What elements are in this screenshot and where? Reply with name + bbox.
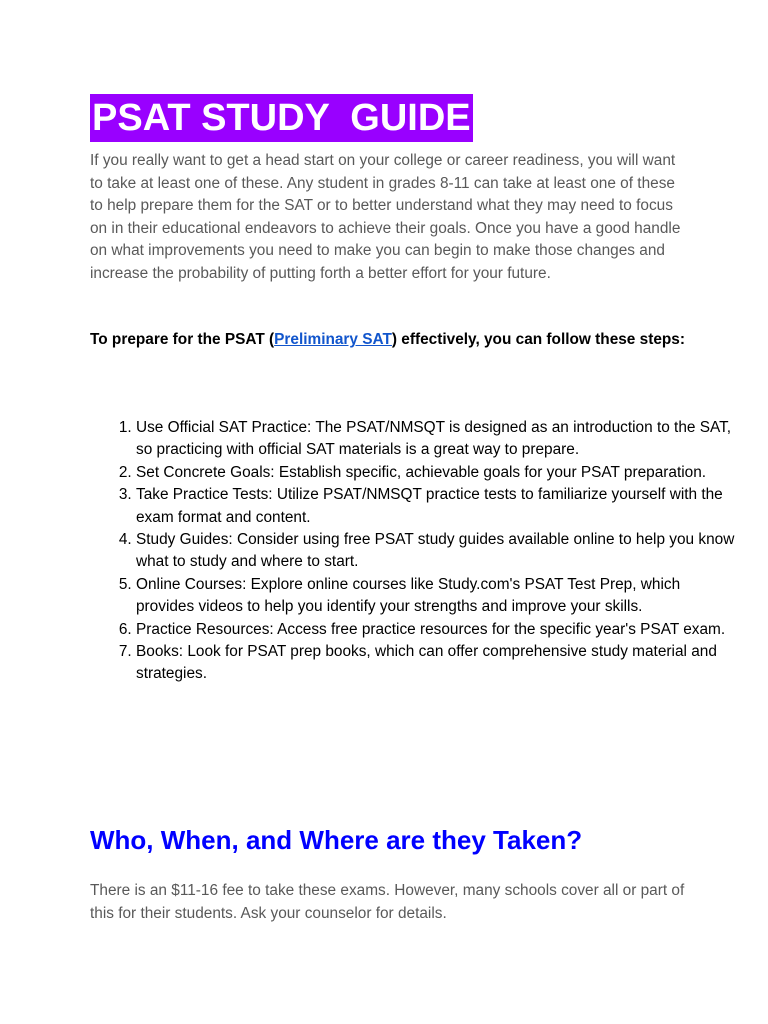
lead-text-before: To prepare for the PSAT ( bbox=[90, 331, 275, 348]
list-item: 7. Books: Look for PSAT prep books, which can offer comprehensive study material and strategies. bbox=[136, 641, 736, 686]
title-block bbox=[90, 94, 473, 142]
list-item: 1. Use Official SAT Practice: The PSAT/NMSQT is designed as an introduction to the SAT, so practicing with official SAT materials is a great way to prepare. bbox=[136, 417, 736, 462]
steps-list bbox=[90, 417, 736, 686]
list-item: 6. Practice Resources: Access free practice resources for the specific year's PSAT exam. bbox=[136, 619, 736, 641]
intro-paragraph: If you really want to get a head start on your college or career readiness, you will want to take at least one of these. Any student in grades 8-11 can take at least one of these to help prepare them for the SAT or to better understand what they may need to focus on in their educational endeavors to achieve their goals. Once you have a good handle on what improvements you need to make you can begin to make those changes and increase the probability of putting forth a better effort for your future. bbox=[90, 152, 681, 282]
fee-paragraph: There is an $11-16 fee to take these exams. However, many schools cover all or part of this for their students. Ask your counselor for details. bbox=[90, 882, 685, 922]
page-title: PSAT STUDY GUIDE bbox=[90, 94, 473, 142]
preliminary-sat-link[interactable]: Preliminary SAT bbox=[274, 331, 392, 348]
list-item: 4. Study Guides: Consider using free PSAT study guides available online to help you know what to study and where to start. bbox=[136, 529, 736, 574]
list-item: 5. Online Courses: Explore online courses like Study.com's PSAT Test Prep, which provides videos to help you identify your strengths and improve your skills. bbox=[136, 574, 736, 619]
list-item: 3. Take Practice Tests: Utilize PSAT/NMSQT practice tests to familiarize yourself with the exam format and content. bbox=[136, 484, 736, 529]
section-heading: Who, When, and Where are they Taken? bbox=[90, 825, 583, 855]
list-item: 2. Set Concrete Goals: Establish specific, achievable goals for your PSAT preparation. bbox=[136, 462, 736, 484]
lead-text-after: ) effectively, you can follow these steps: bbox=[391, 331, 685, 348]
lead-paragraph bbox=[90, 328, 690, 351]
